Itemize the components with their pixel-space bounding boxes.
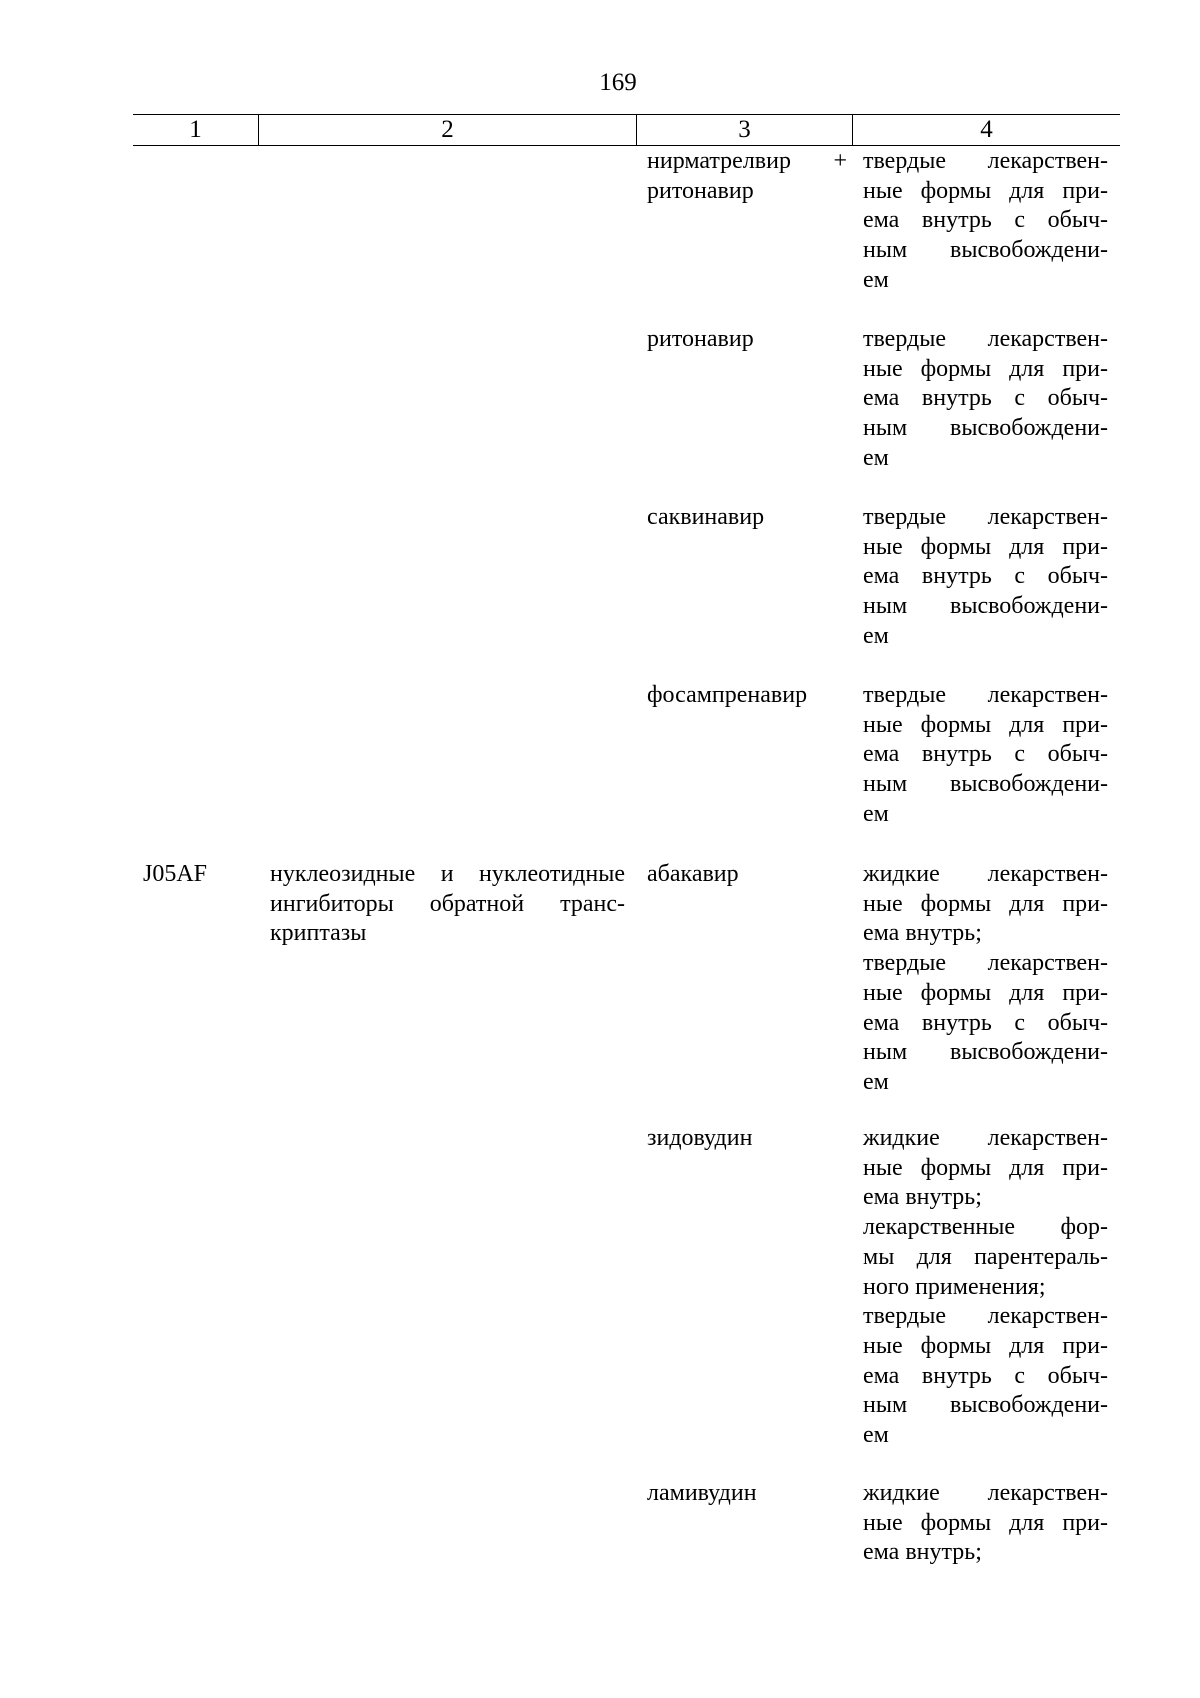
dosage-form-line: ным высвобождени- [863,1039,1108,1066]
column-header-2: 2 [258,115,636,145]
dosage-form-line: ема внутрь; [863,1184,982,1211]
atc-code-cell [143,860,253,890]
dosage-form-line: ные формы для при- [863,533,1108,560]
drug-name-line: зидовудин [647,1125,753,1151]
dosage-form-cell [863,503,1108,652]
dosage-form-line: ные формы для при- [863,355,1108,382]
dosage-form-line: ема внутрь; [863,1539,982,1566]
dosage-form-line: ем [863,800,889,827]
column-header-1: 1 [189,116,202,143]
drug-name-line: фосампренавир [647,682,808,708]
column-header-4: 4 [852,115,1120,145]
drug-name-cell [647,1124,847,1154]
dosage-form-line: ным высвобождени- [863,771,1108,798]
dosage-form-line: ем [863,266,889,293]
dosage-form-line: ного применения; [863,1273,1046,1300]
page-number: 169 [599,69,637,96]
drug-name-cell [647,860,847,890]
pharmacological-group-cell [270,860,625,949]
dosage-form-line: твердые лекарствен- [863,1303,1108,1330]
dosage-form-line: ным высвобождени- [863,415,1108,442]
drug-name-cell [647,147,847,206]
drug-name-line: ламивудин [647,1480,757,1506]
drug-name-cell [647,325,847,355]
drug-name-cell [647,503,847,533]
dosage-form-line: лекарственные фор- [863,1214,1108,1241]
dosage-form-line: ем [863,1422,889,1449]
dosage-form-line: ные формы для при- [863,1154,1108,1181]
dosage-form-line: ным высвобождени- [863,237,1108,264]
dosage-form-line: твердые лекарствен- [863,682,1108,708]
dosage-form-line: ема внутрь с обыч- [863,1362,1108,1389]
dosage-form-line: ема внутрь с обыч- [863,207,1108,234]
dosage-form-line: жидкие лекарствен- [863,1125,1108,1151]
dosage-form-line: ные формы для при- [863,177,1108,204]
dosage-form-line: ема внутрь; [863,920,982,947]
drug-name-line: ритонавир [647,177,754,204]
dosage-form-line: твердые лекарствен- [863,950,1108,977]
drug-name-line: ритонавир [647,326,754,352]
dosage-form-line: твердые лекарствен- [863,148,1108,174]
dosage-form-line: ные формы для при- [863,711,1108,738]
group-line: нуклеозидные и нуклеотидные [270,861,625,887]
dosage-form-line: ные формы для при- [863,1509,1108,1536]
dosage-form-line: жидкие лекарствен- [863,1480,1108,1506]
table-header-row [133,114,1120,146]
dosage-form-line: ные формы для при- [863,1332,1108,1359]
dosage-form-cell [863,1479,1108,1568]
drug-name-line: нирматрелвир + [647,148,847,174]
dosage-form-line: ема внутрь с обыч- [863,741,1108,768]
dosage-form-cell [863,1124,1108,1451]
dosage-form-cell [863,860,1108,1098]
group-line: ингибиторы обратной транс- [270,890,625,917]
dosage-form-cell [863,147,1108,296]
dosage-form-line: твердые лекарствен- [863,504,1108,530]
dosage-form-line: ем [863,444,889,471]
dosage-form-line: ема внутрь с обыч- [863,1009,1108,1036]
dosage-form-line: ные формы для при- [863,979,1108,1006]
dosage-form-line: твердые лекарствен- [863,326,1108,352]
dosage-form-cell [863,325,1108,474]
column-header-3: 3 [636,115,852,145]
group-line: криптазы [270,920,367,947]
dosage-form-line: ным высвобождени- [863,593,1108,620]
dosage-form-line: ным высвобождени- [863,1392,1108,1419]
dosage-form-line: ема внутрь с обыч- [863,385,1108,412]
drug-name-cell [647,1479,847,1509]
dosage-form-line: ем [863,1068,889,1095]
drug-name-cell [647,681,847,711]
dosage-form-cell [863,681,1108,830]
dosage-form-line: мы для парентераль- [863,1243,1108,1270]
drug-name-line: саквинавир [647,504,765,530]
dosage-form-line: ные формы для при- [863,890,1108,917]
dosage-form-line: ем [863,622,889,649]
dosage-form-line: ема внутрь с обыч- [863,563,1108,590]
drug-name-line: абакавир [647,861,739,887]
dosage-form-line: жидкие лекарствен- [863,861,1108,887]
atc-code: J05AF [143,861,208,887]
